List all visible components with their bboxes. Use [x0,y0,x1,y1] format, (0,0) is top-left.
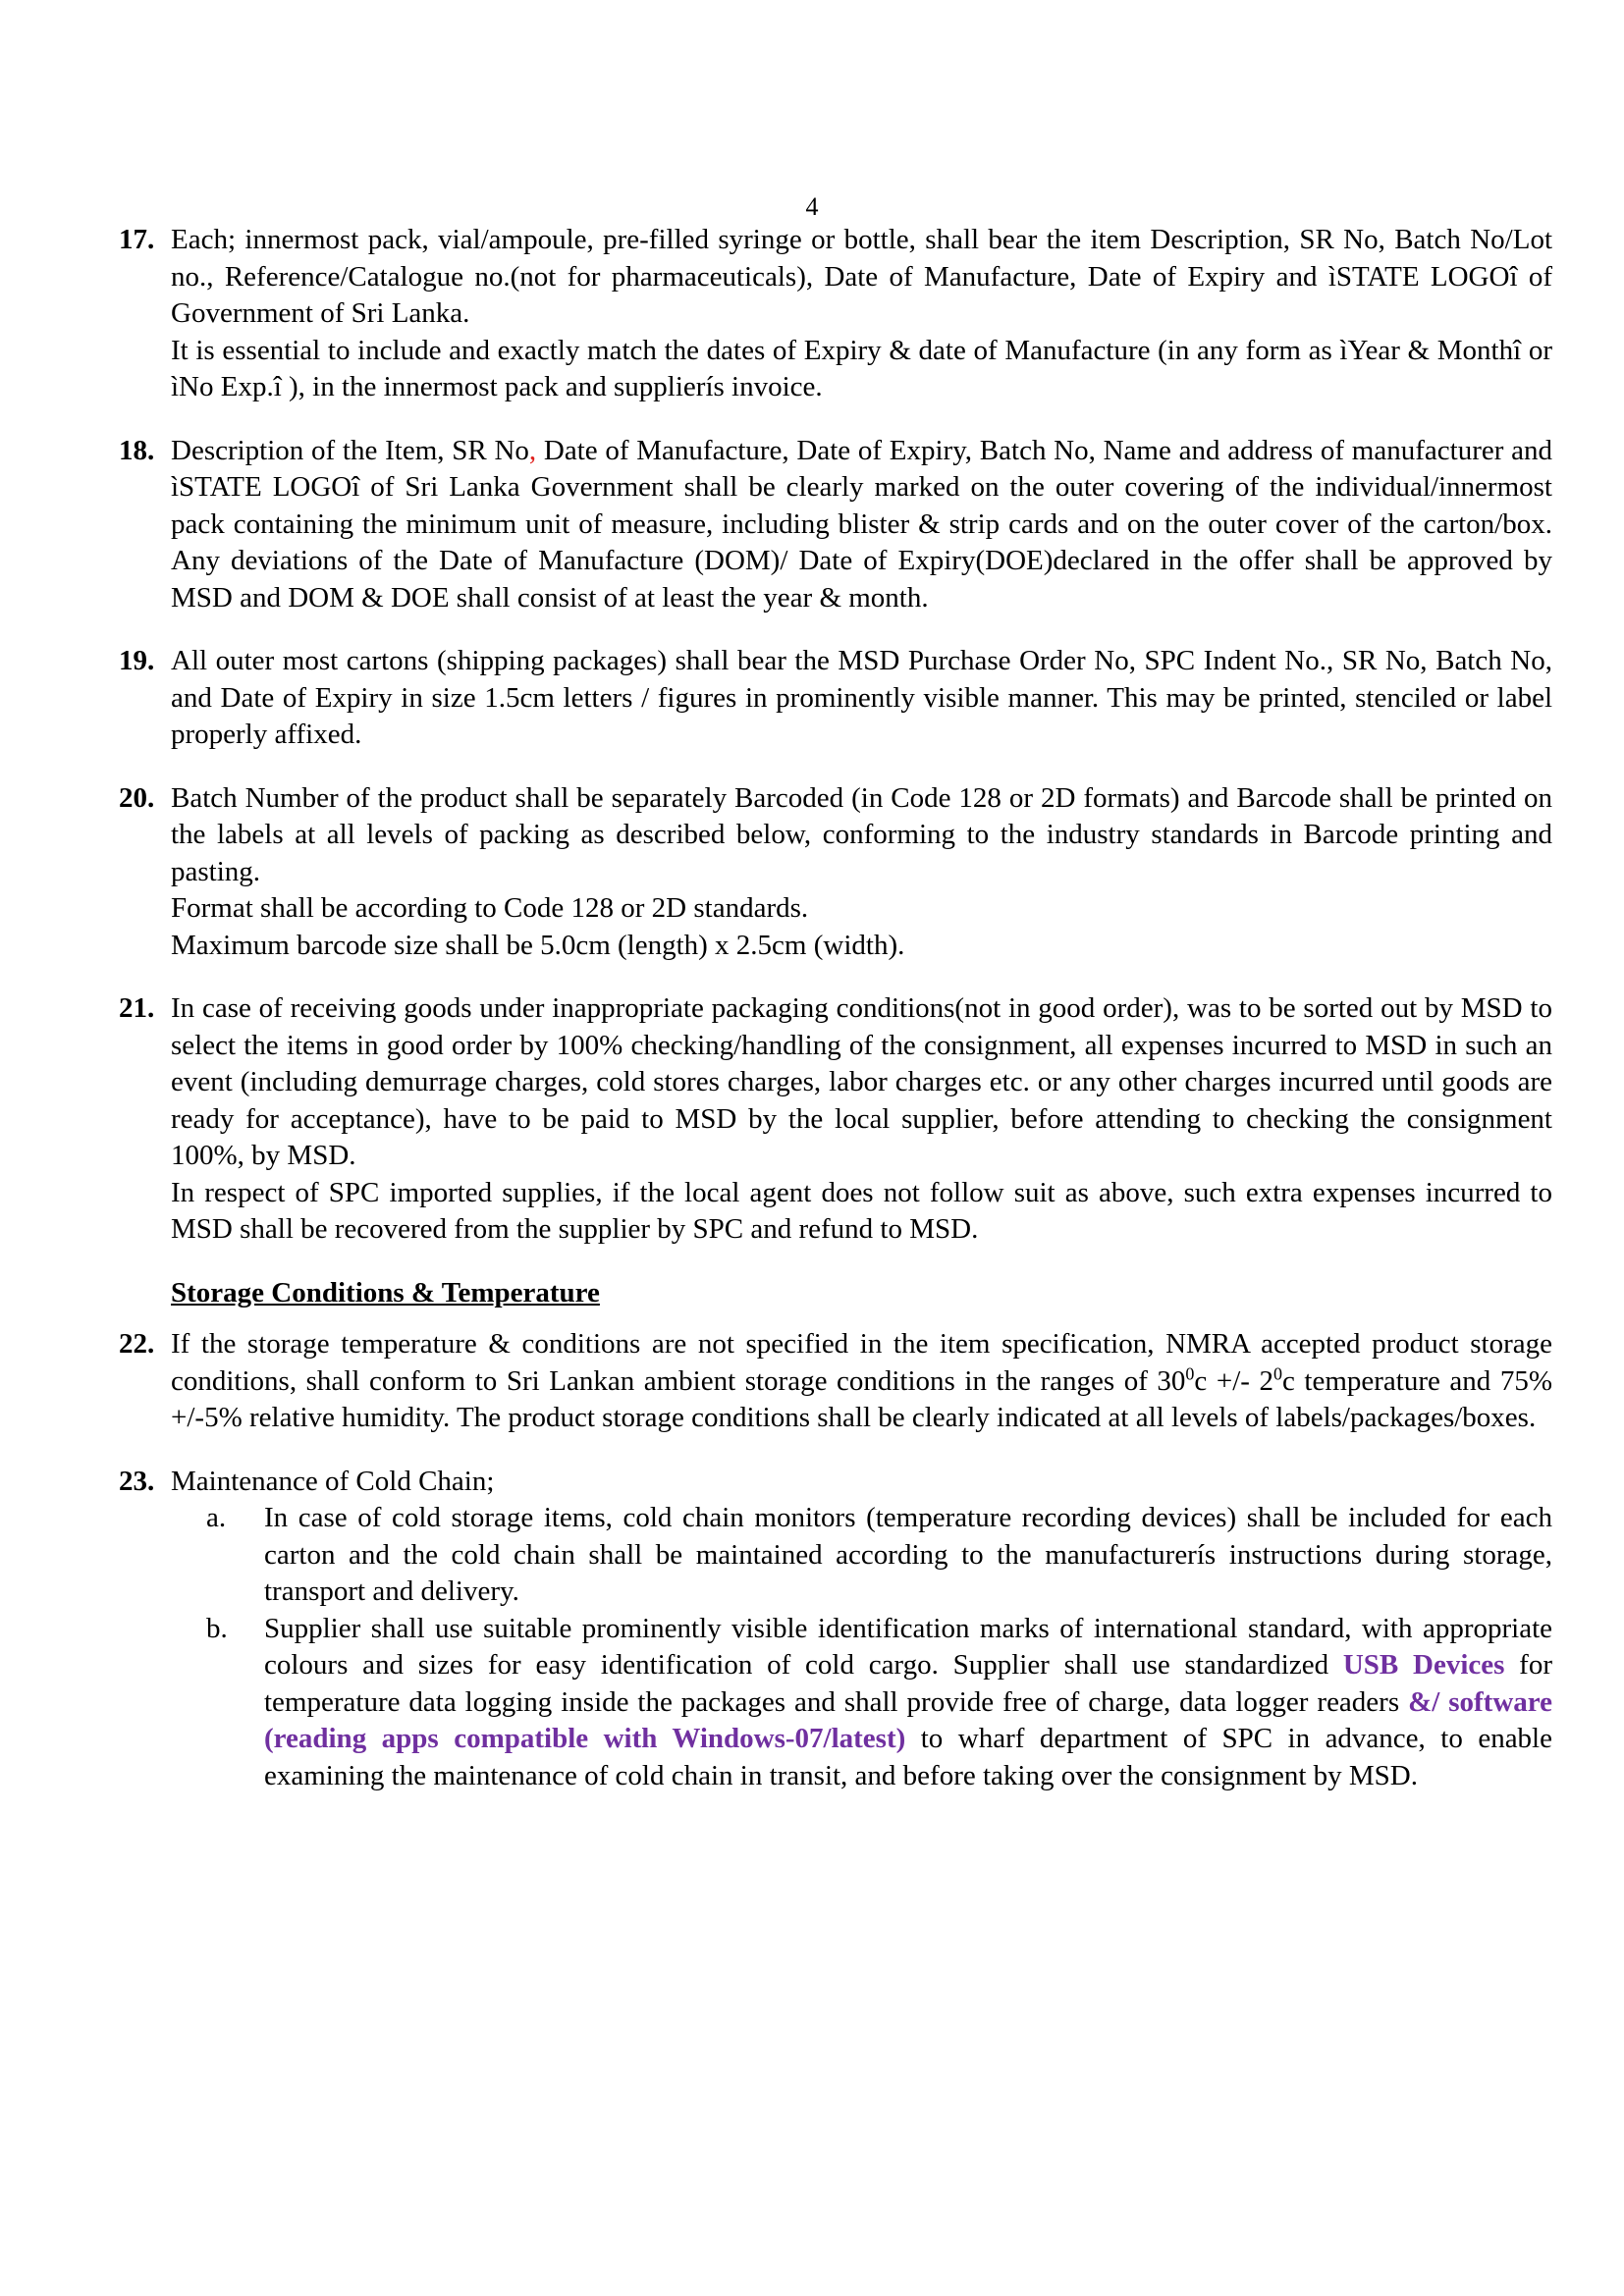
clause-text: Maximum barcode size shall be 5.0cm (length) x 2.5cm (width). [171,929,905,961]
clause-22 [119,1326,1552,1437]
clause-text: In case of receiving goods under inappropriate packaging conditions(not in good order), was to be sorted out by MSD to select the items in good order by 100% checking/handling of the consignment, all expenses incurred to MSD in such an event (including demurrage charges, cold stores charges, labor charges etc. or any other charges incurred until goods are ready for acceptance), have to be paid to MSD by the local supplier, before attending to checking the consignment 100%, by MSD. [171,992,1552,1171]
subclause-b [206,1611,1552,1795]
subclause-letter: a. [206,1502,227,1533]
subclause-letter: b. [206,1612,228,1644]
text-run: Description of the Item, SR No [171,434,529,466]
clause-text: It is essential to include and exactly match the dates of Expiry & date of Manufacture (in any form as ìYear & Monthî or ìNo Exp.î ), in the innermost pack and supplierís invoice. [171,334,1552,402]
clause-17 [119,222,1552,406]
section-heading: Storage Conditions & Temperature [171,1276,600,1308]
text-run: If the storage temperature & conditions are not specified in the item specification, NMRA accepted product storage conditions, shall conform to Sri Lankan ambient storage conditions in the ranges of 30 [171,1328,1552,1397]
degree-superscript: 0 [1185,1362,1195,1383]
clause-text: All outer most cartons (shipping packages) shall bear the MSD Purchase Order No, SPC Indent No., SR No, Batch No, and Date of Expiry in size 1.5cm letters / figures in prominently visible manner. This may be printed, stenciled or label properly affixed. [171,645,1552,750]
clause-18 [119,433,1552,617]
clause-text: Batch Number of the product shall be separately Barcoded (in Code 128 or 2D formats) and Barcode shall be printed on the labels at all levels of packing as described below, conforming to the industry standards in Barcode printing and pasting. [171,781,1552,887]
text-run: Supplier shall use suitable prominently visible identification marks of international standard, with appropriate colours and sizes for easy identification of cold cargo. Supplier shall use standardized [264,1612,1552,1681]
text-run: Date of Manufacture, Date of Expiry, Batch No, Name and address of manufacturer and ìSTATE LOGOî of Sri Lanka Government shall be clearly marked on the outer covering of the individual/innermost pack containing the minimum unit of measure, including blister & strip cards and on the outer cover of the carton/box. Any deviations of the Date of Manufacture (DOM)/ Date of Expiry(DOE)declared in the offer shall be approved by MSD and DOM & DOE shall consist of at least the year & month. [171,434,1552,614]
clause-text: Each; innermost pack, vial/ampoule, pre-filled syringe or bottle, shall bear the item Description, SR No, Batch No/Lot no., Reference/Catalogue no.(not for pharmaceuticals), Date of Manufacture, Date of Expiry and ìSTATE LOGOî of Government of Sri Lanka. [171,224,1552,329]
highlight-software: &/ software (reading apps compatible with Windows-07/latest) [264,1685,1552,1754]
clause-number: 19. [119,645,155,676]
clause-intro: Maintenance of Cold Chain; [171,1465,495,1497]
clause-23 [119,1464,1552,1795]
text-run: to wharf department of SPC in advance, to enable examining the maintenance of cold chain in transit, and before taking over the consignment by MSD. [264,1723,1552,1791]
subclause-text: In case of cold storage items, cold chain monitors (temperature recording devices) shall be included for each carton and the cold chain shall be maintained according to the manufacturerís instructions during storage, transport and delivery. [264,1502,1552,1607]
clause-21 [119,990,1552,1249]
clause-20 [119,780,1552,965]
clause-number: 22. [119,1328,155,1360]
clause-text: In respect of SPC imported supplies, if the local agent does not follow suit as above, such extra expenses incurred to MSD shall be recovered from the supplier by SPC and refund to MSD. [171,1176,1552,1245]
text-run: c +/- 2 [1194,1364,1273,1397]
clause-number: 23. [119,1465,155,1497]
clause-text [171,1326,1552,1437]
clause-19 [119,643,1552,754]
document-body [119,222,1552,1821]
clause-number: 17. [119,224,155,255]
subclause-a [206,1500,1552,1611]
clause-text: Format shall be according to Code 128 or 2D standards. [171,892,809,924]
highlight-usb-devices: USB Devices [1342,1649,1505,1681]
red-comma: , [528,434,537,466]
subclause-text [264,1611,1552,1795]
clause-number: 21. [119,992,155,1024]
text-run: for temperature data logging inside the packages and shall provide free of charge, data logger readers [264,1649,1552,1718]
degree-superscript: 0 [1272,1362,1282,1383]
text-run: c temperature and 75% +/-5% relative humidity. The product storage conditions shall be clearly indicated at all levels of labels/packages/boxes. [171,1364,1552,1433]
clause-number: 18. [119,434,155,466]
clause-number: 20. [119,781,155,814]
page-number: 4 [805,192,819,221]
clause-text [171,433,1552,617]
